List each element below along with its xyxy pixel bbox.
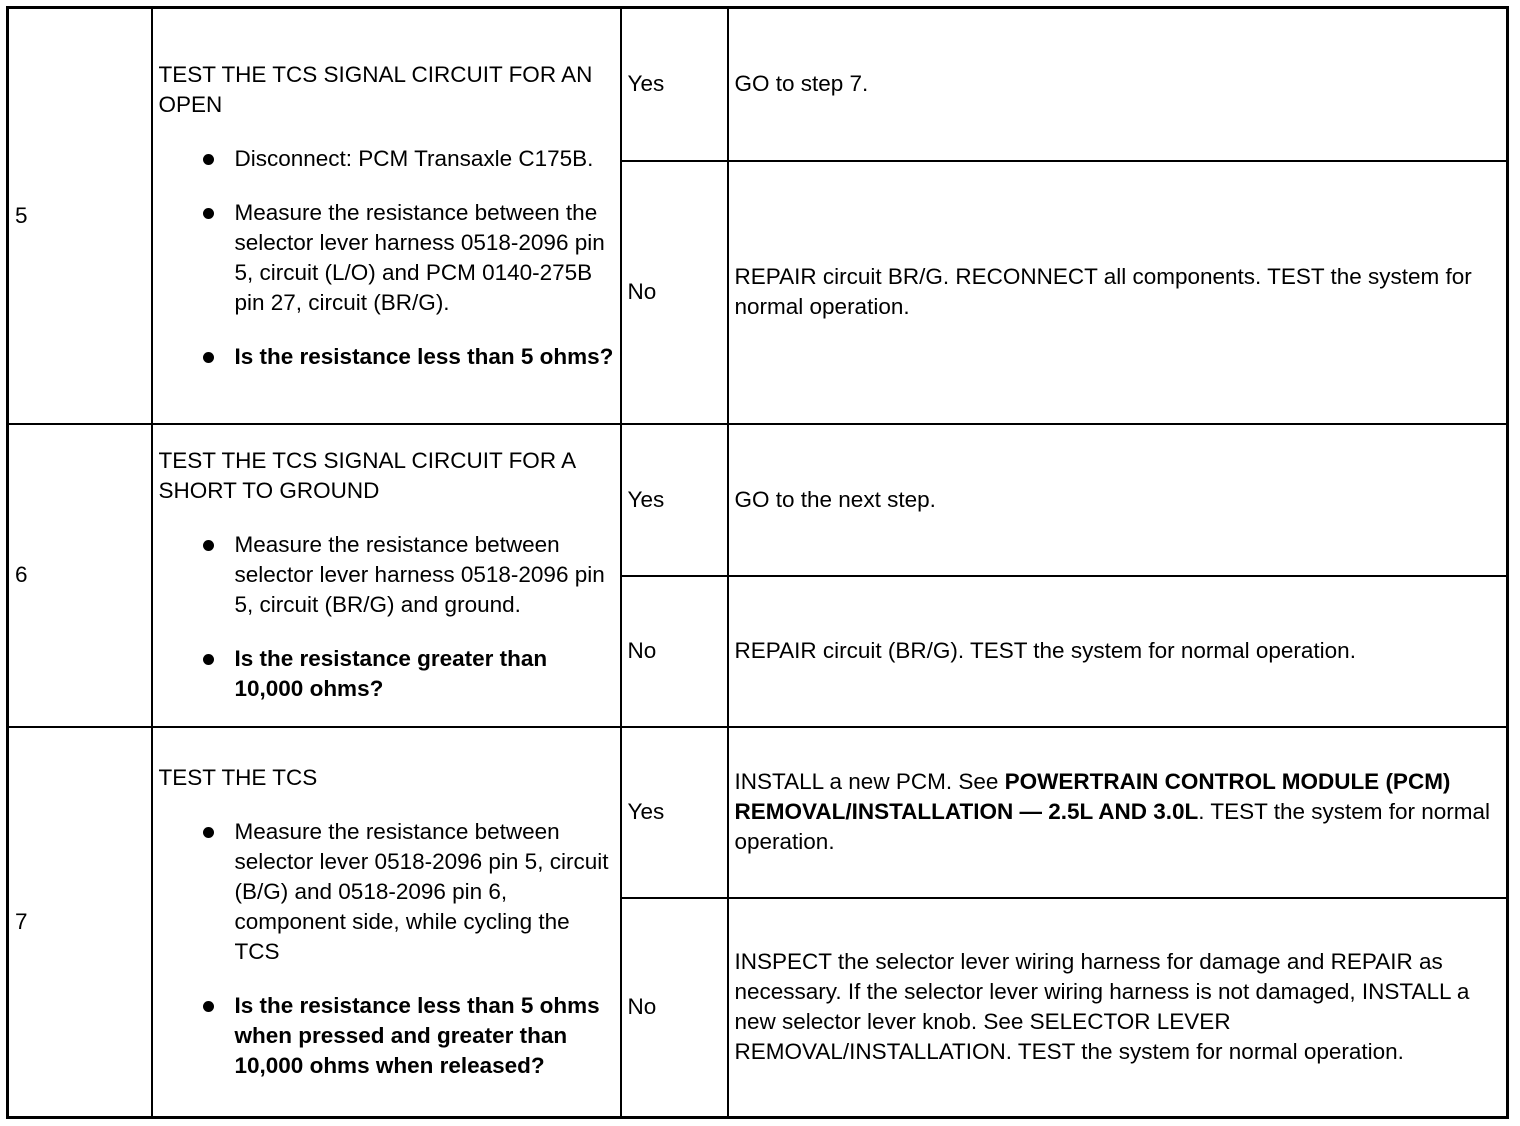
step-title: TEST THE TCS [158, 764, 318, 790]
step-number: 5 [8, 8, 152, 424]
step-action [152, 8, 621, 424]
outcome-no: REPAIR circuit BR/G. RECONNECT all components. TEST the system for normal operation. [728, 161, 1508, 424]
result-no: No [621, 576, 728, 727]
step-bullet: Measure the resistance between selector lever 0518-2096 pin 5, circuit (B/G) and 0518-2096 pin 6, component side, while cycling the TCS [159, 817, 614, 967]
step-question: Is the resistance greater than 10,000 ohms? [159, 644, 614, 704]
outcome-yes: GO to the next step. [728, 424, 1508, 576]
step-action [152, 727, 621, 1118]
outcome-text: INSTALL a new PCM. See [734, 769, 1005, 794]
step-bullet: Disconnect: PCM Transaxle C175B. [159, 144, 614, 174]
outcome-no: REPAIR circuit (BR/G). TEST the system for normal operation. [728, 576, 1508, 727]
outcome-yes [728, 727, 1508, 898]
diagnostic-step-table [6, 6, 1509, 1119]
step-bullet-list [159, 144, 614, 372]
result-yes: Yes [621, 727, 728, 898]
outcome-text: . TEST the system for normal operation. [734, 799, 1491, 854]
step-question: Is the resistance less than 5 ohms? [159, 342, 614, 372]
step-bullet-list [159, 530, 614, 704]
step-bullet: Measure the resistance between the selector lever harness 0518-2096 pin 5, circuit (L/O) and PCM 0140-275B pin 27, circuit (BR/G). [159, 198, 614, 318]
step-title: TEST THE TCS SIGNAL CIRCUIT FOR A SHORT TO GROUND [158, 448, 575, 503]
step-row-yes [8, 727, 1508, 898]
result-no: No [621, 898, 728, 1118]
cross-reference-link[interactable]: POWERTRAIN CONTROL MODULE (PCM) REMOVAL/INSTALLATION — 2.5L AND 3.0L [734, 769, 1451, 824]
step-question: Is the resistance less than 5 ohms when pressed and greater than 10,000 ohms when released? [159, 991, 614, 1081]
step-row-yes [8, 424, 1508, 576]
outcome-yes: GO to step 7. [728, 8, 1508, 161]
outcome-no: INSPECT the selector lever wiring harness for damage and REPAIR as necessary. If the selector lever wiring harness is not damaged, INSTALL a new selector lever knob. See SELECTOR LEVER REMOVAL/INSTALLATION. TEST the system for normal operation. [728, 898, 1508, 1118]
step-bullet: Measure the resistance between selector lever harness 0518-2096 pin 5, circuit (BR/G) and ground. [159, 530, 614, 620]
result-no: No [621, 161, 728, 424]
result-yes: Yes [621, 8, 728, 161]
step-action [152, 424, 621, 727]
result-yes: Yes [621, 424, 728, 576]
step-number: 6 [8, 424, 152, 727]
step-title: TEST THE TCS SIGNAL CIRCUIT FOR AN OPEN [158, 61, 593, 117]
step-bullet-list [159, 817, 614, 1081]
step-row-yes [8, 8, 1508, 161]
step-number: 7 [8, 727, 152, 1118]
